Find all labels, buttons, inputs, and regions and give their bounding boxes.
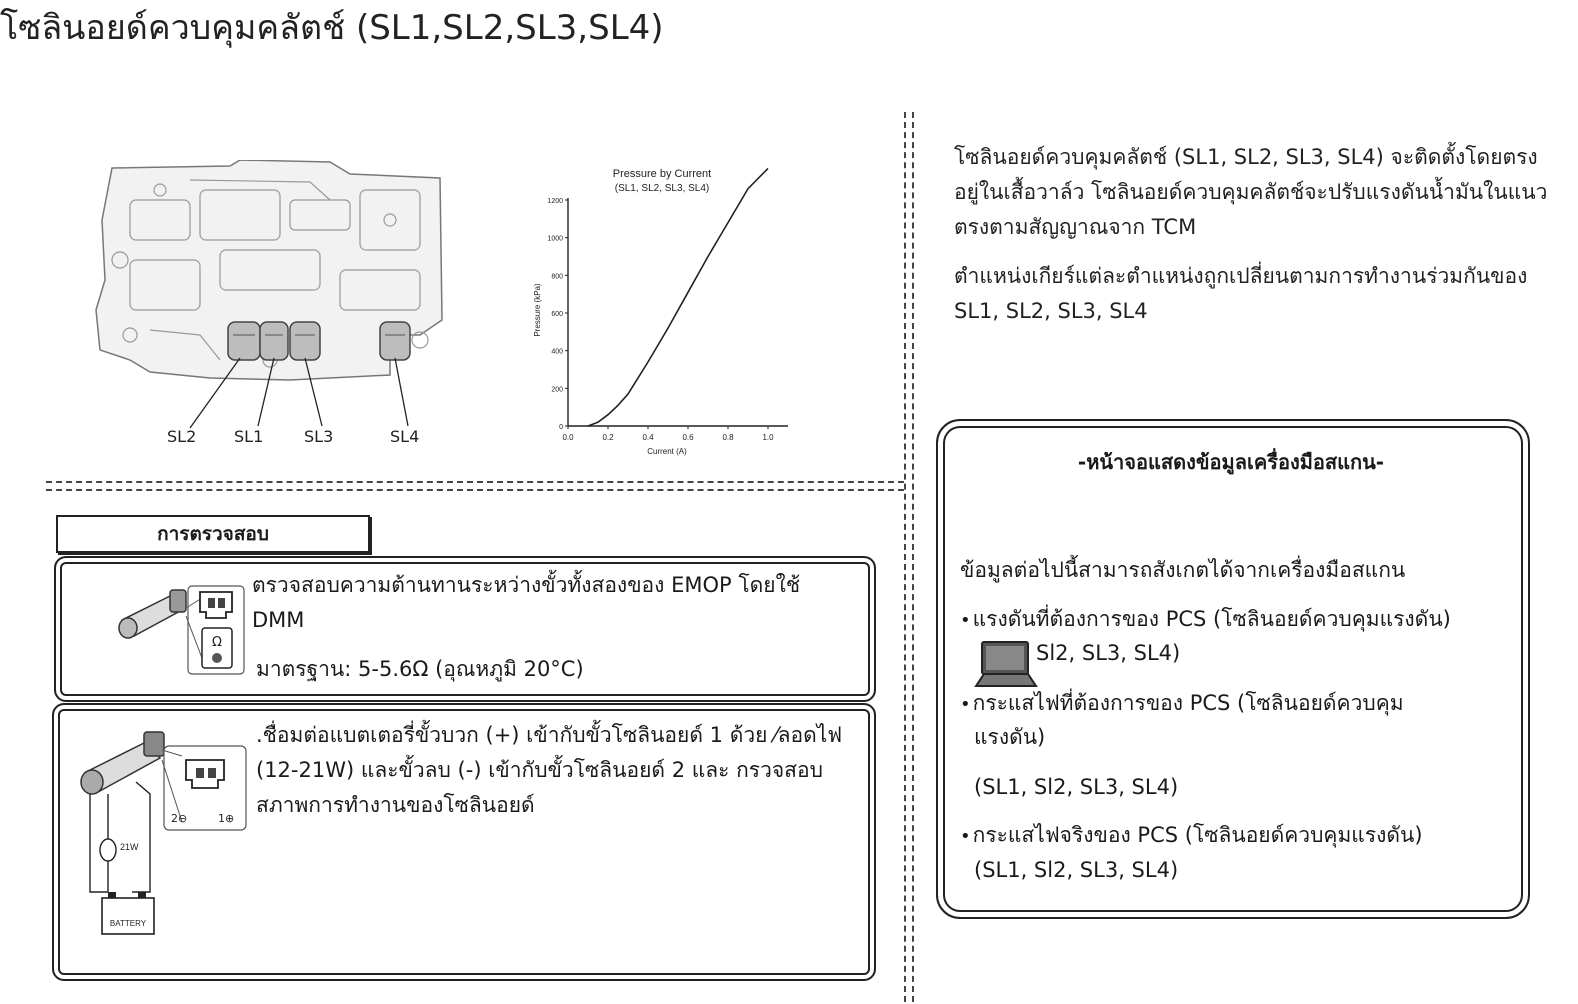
scan-tool-intro: ข้อมูลต่อไปนี้สามารถสังเกตได้จากเครื่องมือสแกน — [960, 558, 1406, 582]
vertical-divider-2 — [912, 112, 914, 1002]
inspection-item2-text: .ชื่อมต่อแบตเตอรี่ขั้วบวก (+) เข้ากับขั้วโซลินอยด์ 1 ด้วย ⁄ลอดไฟ (12-21W) และขั้วลบ (-) เข้ากับขั้วโซลินอยด์ 2 และ กรวจสอบสภาพการทำงานของโซลินอยด์ — [256, 723, 843, 817]
scan-bullet-1: •แรงดันที่ต้องการของ PCS (โซลินอยด์ควบคุมแรงดัน) — [960, 607, 1451, 631]
scan-tool-title: -หน้าจอแสดงข้อมูลเครื่องมือสแกน- — [1077, 450, 1385, 474]
scan-bullet-2-line2: แรงดัน) — [974, 725, 1046, 749]
chart-x-tick-label: 0.0 — [562, 433, 574, 442]
vertical-divider-1 — [904, 112, 906, 1002]
valve-body-illustration — [90, 160, 460, 460]
scan-bullet-3-line2: (SL1, Sl2, SL3, SL4) — [974, 858, 1179, 882]
chart-subtitle: (SL1, SL2, SL3, SL4) — [614, 183, 710, 194]
chart-y-tick-label: 400 — [551, 348, 563, 356]
ohm-symbol: Ω — [212, 635, 222, 650]
bulb-label: 21W — [120, 842, 139, 852]
emop-resistance-icon — [110, 578, 250, 678]
scan-bullet-3-line1: กระแสไฟจริงของ PCS (โซลินอยด์ควบคุมแรงดัน) — [972, 823, 1423, 847]
chart-x-tick-label: 0.4 — [642, 433, 654, 442]
battery-label: BATTERY — [109, 919, 147, 928]
scan-bullet-1-line1: แรงดันที่ต้องการของ PCS (โซลินอยด์ควบคุมแรงดัน) — [972, 607, 1451, 631]
inspection-item1-standard: มาตรฐาน: 5-5.6Ω (อุณหภูมิ 20°C) — [256, 657, 584, 681]
chart-y-tick-label: 200 — [551, 386, 563, 394]
scan-bullet-3: •กระแสไฟจริงของ PCS (โซลินอยด์ควบคุมแรงดัน) — [960, 823, 1423, 847]
chart-y-tick-label: 800 — [551, 273, 563, 281]
chart-x-tick-label: 1.0 — [762, 433, 774, 442]
inspection-item1-text: ตรวจสอบความต้านทานระหว่างขั้วทั้งสองของ EMOP โดยใช้ DMM — [252, 573, 801, 632]
label-sl1: SL1 — [234, 427, 264, 446]
chart-y-tick-label: 1000 — [547, 235, 563, 243]
description-para2: ตำแหน่งเกียร์แต่ละตำแหน่งถูกเปลี่ยนตามการทำงานร่วมกันของ SL1, SL2, SL3, SL4 — [954, 264, 1528, 323]
chart-ylabel: Pressure (kPa) — [533, 283, 542, 337]
scan-bullet-2: •กระแสไฟที่ต้องการของ PCS (โซลินอยด์ควบคุม — [960, 691, 1404, 715]
solenoid-battery-test-icon — [76, 722, 256, 947]
horizontal-divider-1 — [46, 481, 904, 483]
description-para1: โซลินอยด์ควบคุมคลัตช์ (SL1, SL2, SL3, SL4) จะติดตั้งโดยตรงอยู่ในเสื้อวาล์ว โซลินอยด์ควบคุมคลัตช์จะปรับแรงดันน้ำมันในแนวตรงตามสัญญาณจาก TCM — [954, 145, 1548, 239]
chart-y-tick-label: 600 — [551, 311, 563, 318]
label-sl3: SL3 — [304, 427, 334, 446]
label-sl4: SL4 — [390, 427, 420, 446]
label-sl2: SL2 — [167, 427, 197, 446]
chart-y-tick-label: 0 — [559, 424, 563, 431]
pin-positive-label: 1⊕ — [218, 812, 235, 825]
chart-x-tick-label: 0.8 — [722, 433, 734, 442]
chart-x-tick-label: 0.2 — [602, 433, 614, 442]
chart-x-tick-label: 0.6 — [682, 433, 694, 442]
chart-series-line — [588, 168, 768, 426]
inspection-title: การตรวจสอบ — [56, 515, 370, 553]
pressure-current-chart — [520, 160, 810, 460]
page-title: โซลินอยด์ควบคุมคลัตช์ (SL1,SL2,SL3,SL4) — [0, 8, 664, 48]
scan-bullet-2-line1: กระแสไฟที่ต้องการของ PCS (โซลินอยด์ควบคุม — [972, 691, 1404, 715]
chart-title: Pressure by Current — [612, 168, 712, 180]
scan-bullet-1-line2: Sl2, SL3, SL4) — [1036, 641, 1181, 665]
pin-negative-label: 2⊖ — [171, 812, 188, 825]
chart-y-tick-label: 1200 — [547, 198, 563, 205]
laptop-icon — [974, 640, 1038, 692]
horizontal-divider-2 — [46, 489, 904, 491]
scan-bullet-2-line3: (SL1, Sl2, SL3, SL4) — [974, 775, 1179, 799]
chart-xlabel: Current (A) — [647, 447, 687, 456]
